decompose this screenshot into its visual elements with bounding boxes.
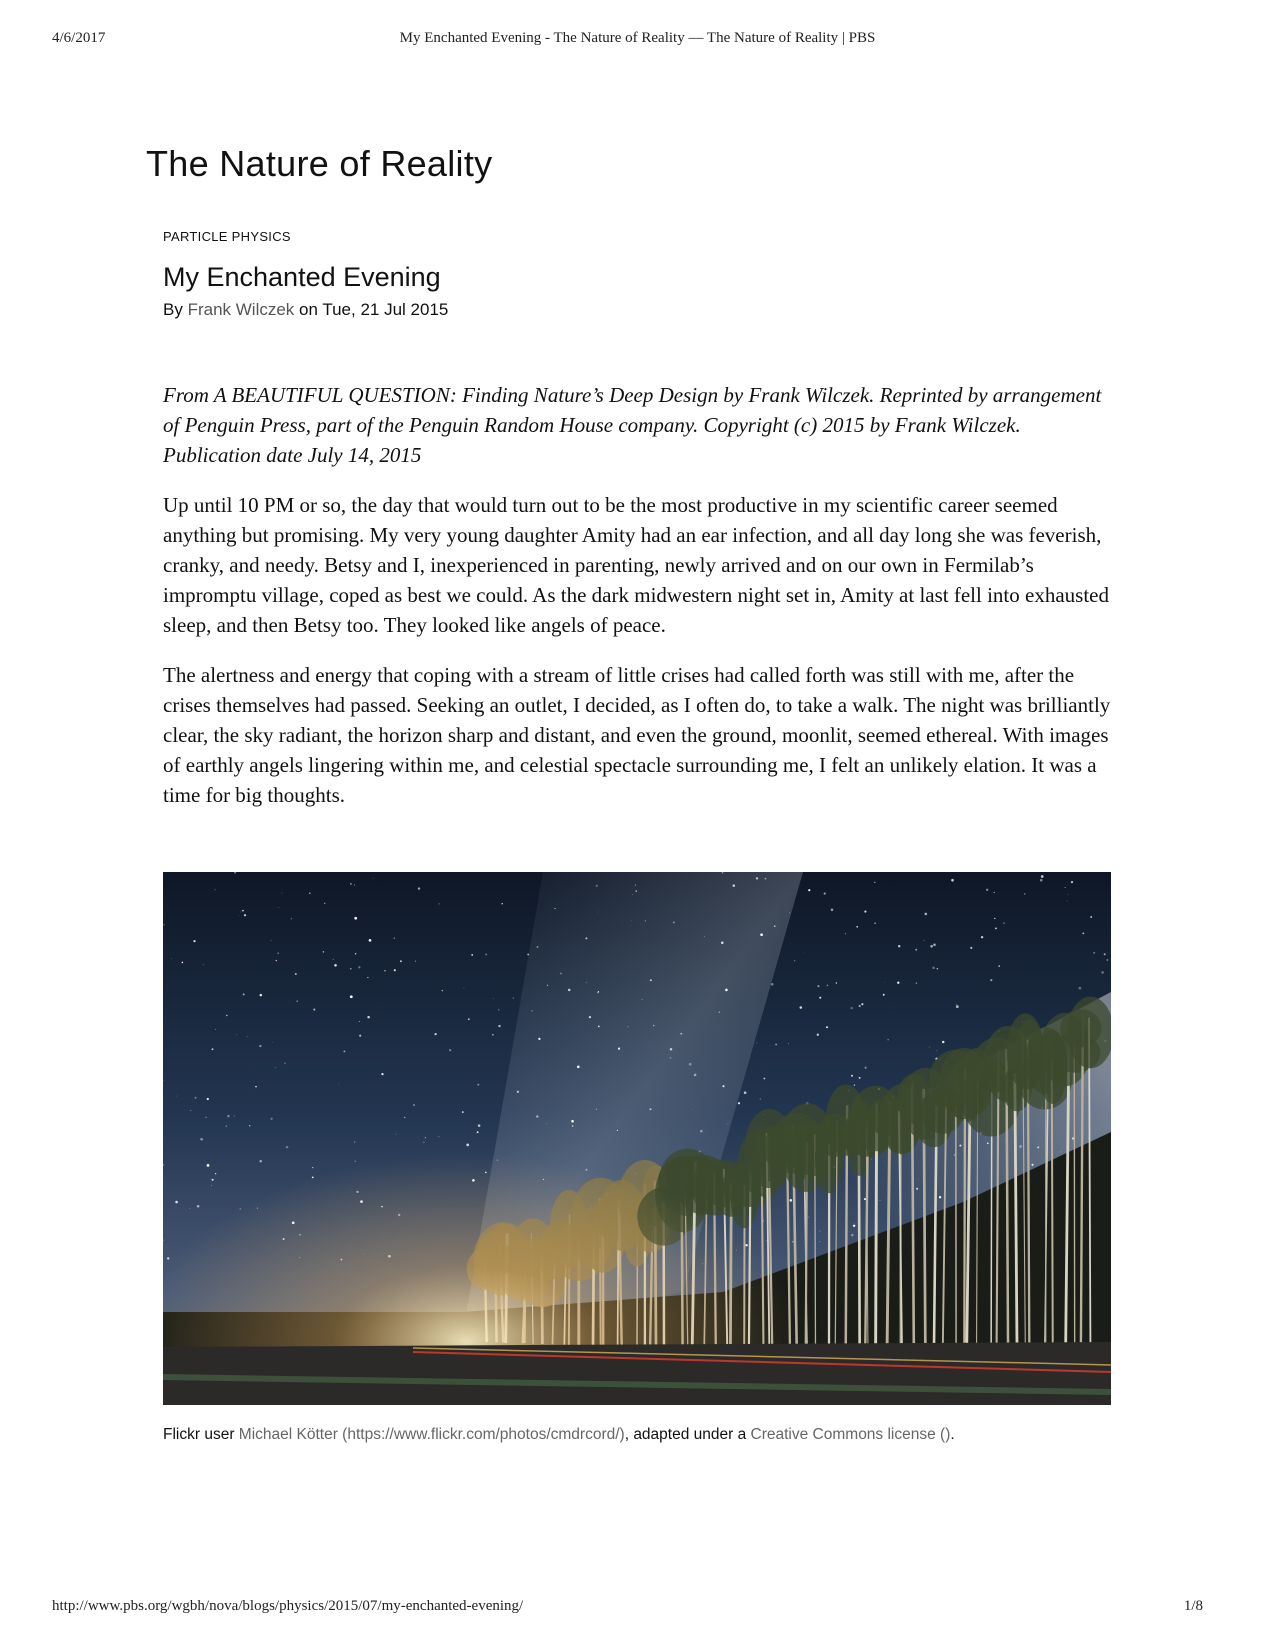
- article-title: My Enchanted Evening: [163, 262, 441, 292]
- site-title[interactable]: The Nature of Reality: [146, 143, 493, 184]
- print-footer: [52, 1598, 1223, 1618]
- author-link[interactable]: Frank Wilczek: [187, 300, 295, 319]
- article-paragraph-2: The alertness and energy that coping with a stream of little crises had called forth was still with me, after the crises themselves had passed. Seeking an outlet, I decided, as I often do, to take a walk. The night was brilliantly clear, the sky radiant, the horizon sharp and distant, and even the ground, moonlit, seemed ethereal. With images of earthly angels lingering within me, and celestial spectacle surrounding me, I felt an unlikely elation. It was a time for big thoughts.: [163, 663, 1111, 807]
- photo-caption: [163, 1423, 1023, 1446]
- article-paragraph-1: Up until 10 PM or so, the day that would turn out to be the most productive in my scientific career seemed anything but promising. My very young daughter Amity had an ear infection, and all day long she was feverish, cranky, and needy. Betsy and I, inexperienced in parenting, newly arrived and on our own in Fermilab’s impromptu village, coped as best we could. As the dark midwestern night set in, Amity at last fell into exhausted sleep, and then Betsy too. They looked like angels of peace.: [163, 493, 1109, 637]
- byline-prefix: By: [163, 300, 188, 319]
- page-number: 1/8: [1183, 1598, 1203, 1614]
- license-link[interactable]: Creative Commons license (): [750, 1426, 951, 1443]
- caption-prefix: Flickr user: [163, 1426, 239, 1443]
- print-url: http://www.pbs.org/wgbh/nova/blogs/physics/2015/07/my-enchanted-evening/: [52, 1598, 524, 1614]
- print-document-title: My Enchanted Evening - The Nature of Reality — The Nature of Reality | PBS: [399, 30, 876, 46]
- article-byline: [163, 300, 1111, 320]
- photo-credit-link[interactable]: Michael Kötter (https://www.flickr.com/photos/cmdrcord/): [238, 1426, 625, 1443]
- caption-middle: , adapted under a: [624, 1426, 751, 1443]
- night-sky-forest-photo: [163, 872, 1111, 1405]
- caption-suffix: .: [950, 1426, 955, 1443]
- byline-date: on Tue, 21 Jul 2015: [294, 300, 449, 319]
- print-header: [52, 30, 1223, 50]
- article-category[interactable]: PARTICLE PHYSICS: [163, 229, 291, 244]
- print-date: 4/6/2017: [52, 30, 106, 46]
- article: [163, 229, 1111, 810]
- article-intro: From A BEAUTIFUL QUESTION: Finding Nature’s Deep Design by Frank Wilczek. Reprinted by arrangement of Penguin Press, part of the Penguin Random House company. Copyright (c) 2015 by Frank Wilczek. Publication date July 14, 2015: [163, 383, 1102, 467]
